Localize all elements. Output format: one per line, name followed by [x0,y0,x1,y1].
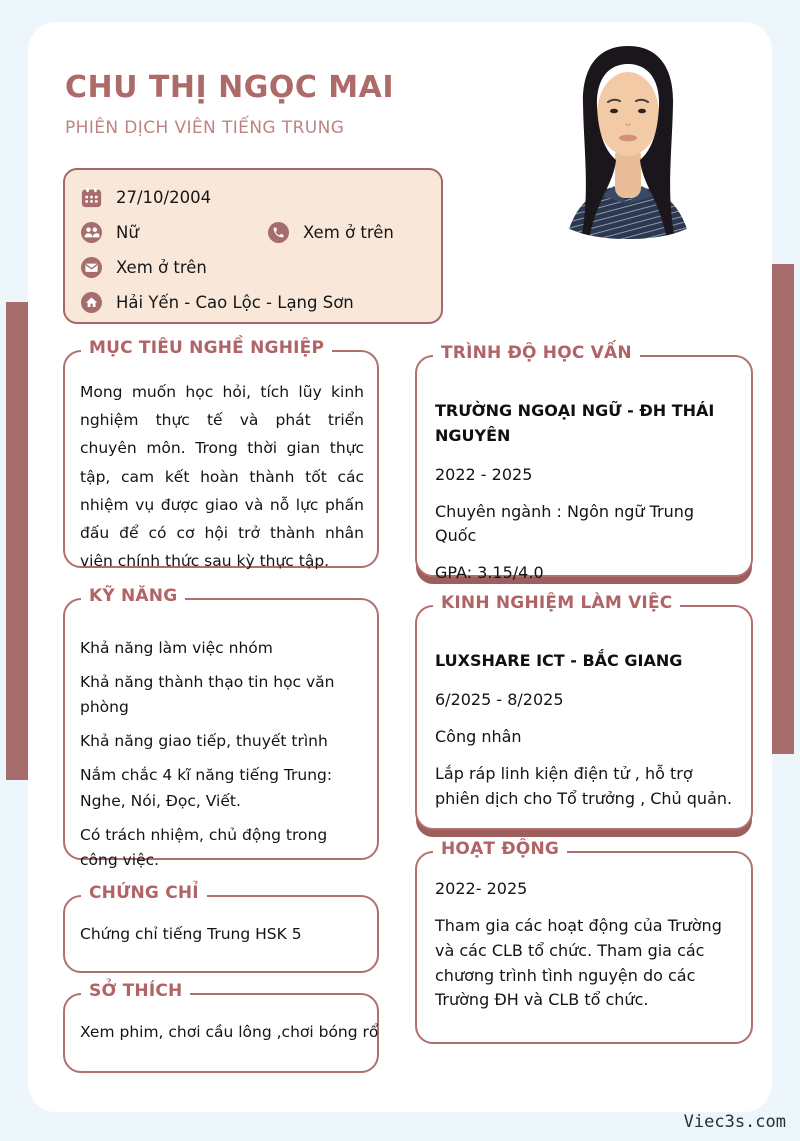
watermark: Viec3s.com [683,1112,786,1132]
resume-card [28,22,772,1112]
section-education [415,343,753,582]
address-cell [81,292,354,313]
experience-company: LUXSHARE ICT - BẮC GIANG [435,651,683,670]
calendar-icon [81,187,102,208]
experience-desc: Lắp ráp linh kiện điện tử , hỗ trợ phiên dịch cho Tổ trưởng , Chủ quản. [435,763,733,808]
right-accent-bar [772,264,794,754]
section-activities [415,839,753,1044]
certificate-item: Chứng chỉ tiếng Trung HSK 5 [80,925,302,943]
section-certificates [63,883,379,973]
gender-value: Nữ [116,223,139,242]
skill-item: Khả năng giao tiếp, thuyết trình [80,732,328,751]
section-objective [63,338,379,571]
skill-item: Có trách nhiệm, chủ động trong công việc. [80,825,328,869]
birthday-value: 27/10/2004 [116,188,212,207]
education-school: TRƯỜNG NGOẠI NGỮ - ĐH THÁI NGUYÊN [435,401,715,445]
birthday-cell [81,187,211,208]
email-value: Xem ở trên [116,258,207,277]
hobbies-section-title: SỞ THÍCH [81,981,190,1001]
skill-item: Nắm chắc 4 kĩ năng tiếng Trung: Nghe, Nói, Đọc, Viết. [80,766,333,810]
gender-cell [81,222,206,243]
education-gpa: GPA: 3.15/4.0 [435,562,544,582]
activities-period: 2022- 2025 [435,879,528,898]
education-period: 2022 - 2025 [435,464,533,484]
contact-row-birthday [81,180,441,215]
section-experience [415,593,753,830]
experience-role: Công nhân [435,726,522,746]
section-hobbies [63,981,379,1073]
candidate-name: CHU THỊ NGỌC MAI [65,70,395,105]
phone-cell [268,222,394,243]
candidate-title: PHIÊN DỊCH VIÊN TIẾNG TRUNG [65,118,345,138]
contact-row-address [81,285,441,320]
hobby-item: Xem phim, chơi cầu lông ,chơi bóng rổ [80,1023,379,1041]
skills-section-title: KỸ NĂNG [81,586,185,606]
activities-desc: Tham gia các hoạt động của Trường và các CLB tổ chức. Tham gia các chương trình tình nguyện do các Trường ĐH và CLB tổ chức. [435,916,722,1010]
education-section-title: TRÌNH ĐỘ HỌC VẤN [433,343,640,363]
phone-value: Xem ở trên [303,223,394,242]
people-icon [81,222,102,243]
home-icon [81,292,102,313]
phone-icon [268,222,289,243]
certificates-section-title: CHỨNG CHỈ [81,883,207,903]
profile-photo [548,34,708,239]
activities-section-title: HOẠT ĐỘNG [433,839,567,859]
mail-icon [81,257,102,278]
objective-text: Mong muốn học hỏi, tích lũy kinh nghiệm thực tế và phát triển chuyên môn. Trong thời gian thực tập, cam kết hoàn thành tốt các nhiệm vụ được giao và nỗ lực phấn đấu để có cơ hội trở thành nhân viên chính thức sau kỳ thực tập. [80,383,364,571]
contact-card [63,168,443,324]
section-skills [63,586,379,869]
objective-section-title: MỤC TIÊU NGHỀ NGHIỆP [81,338,332,358]
email-cell [81,257,207,278]
skill-item: Khả năng làm việc nhóm [80,639,273,657]
contact-row-email [81,250,441,285]
experience-period: 6/2025 - 8/2025 [435,689,564,709]
portrait-illustration [548,34,708,239]
address-value: Hải Yến - Cao Lộc - Lạng Sơn [116,293,354,312]
skill-item: Khả năng thành thạo tin học văn phòng [80,673,335,717]
contact-row-gender-phone [81,215,441,250]
experience-section-title: KINH NGHIỆM LÀM VIỆC [433,593,680,613]
education-major: Chuyên ngành : Ngôn ngữ Trung Quốc [435,501,695,545]
left-accent-bar [6,302,28,780]
